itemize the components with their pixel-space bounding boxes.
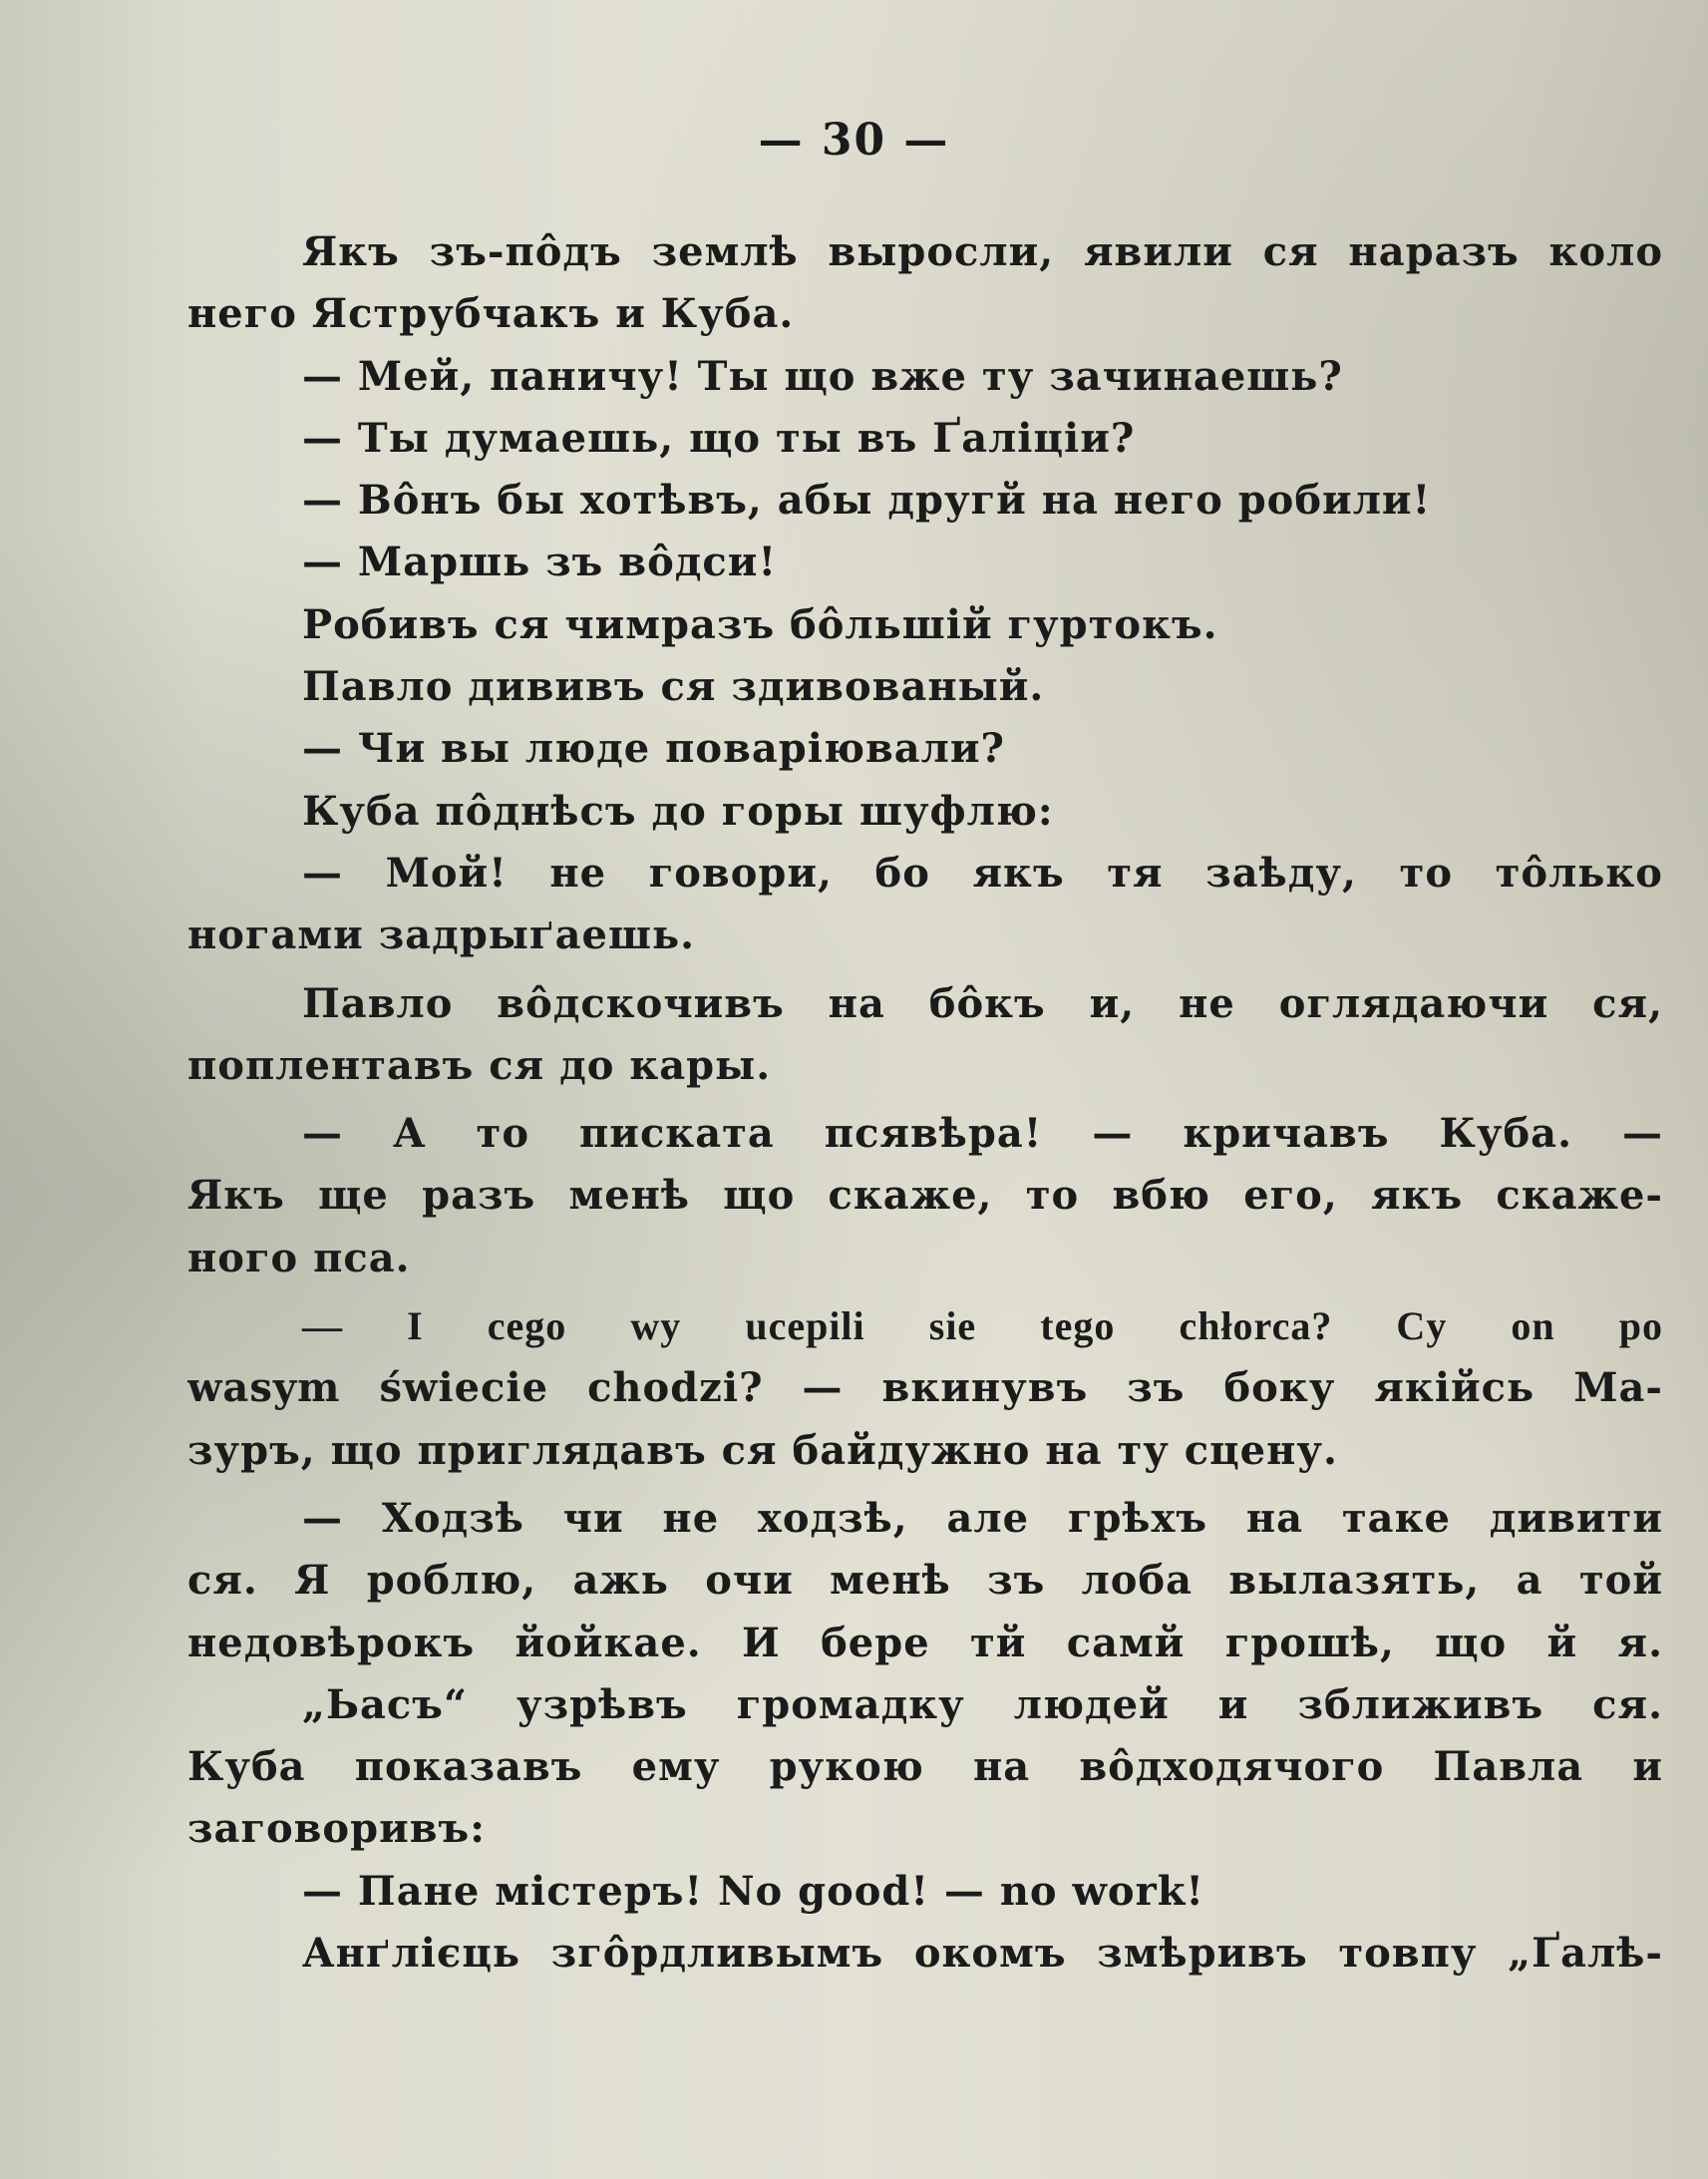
text-line: него Яструбчакъ и Куба. <box>187 290 795 338</box>
text-line: Якъ зъ-пôдъ землѣ выросли, явили ся наразъ коло <box>302 228 1663 275</box>
page-number: — 30 — <box>758 115 950 166</box>
text-line: wasym świecie chodzi? — вкинувъ зъ боку якійсь Ма- <box>187 1364 1663 1412</box>
text-line: — Мей, паничу! Ты що вже ту зачинаешь? <box>302 352 1343 400</box>
text-line: недовѣрокъ йойкае. И бере тй самй грошѣ, що й я. <box>187 1619 1663 1666</box>
text-line: Павло вôдскочивъ на бôкъ и, не оглядаючи ся, <box>302 979 1663 1027</box>
text-line: Якъ ще разъ менѣ що скаже, то вбю его, якъ скаже- <box>187 1172 1663 1220</box>
text-line: поплентавъ ся до кары. <box>187 1041 772 1089</box>
text-line: ного пса. <box>187 1234 411 1281</box>
text-line: ся. Я роблю, ажь очи менѣ зъ лоба вылазять, а той <box>187 1557 1663 1605</box>
text-line: — I cego wy ucepili sie tego chłorca? Cy on po <box>302 1303 1663 1349</box>
text-line: — Пане містеръ! No good! — no work! <box>302 1867 1204 1915</box>
text-line: Анґлієць згôрдливымъ окомъ змѣривъ товпу „Ґалѣ- <box>302 1930 1663 1978</box>
text-line: Павло дививъ ся здивованый. <box>302 663 1045 711</box>
text-line: — Вôнъ бы хотѣвъ, абы другй на него робили! <box>302 477 1432 525</box>
text-line: — Маршь зъ вôдси! <box>302 539 778 586</box>
text-line: ногами задрыґаешь. <box>187 911 696 959</box>
text-line: „Ьасъ“ узрѣвъ громадку людей и зближивъ ся. <box>302 1680 1663 1728</box>
text-line: Куба показавъ ему рукою на вôдходячого Павла и <box>187 1743 1663 1791</box>
text-line: — Ты думаешь, що ты въ Ґаліціи? <box>302 414 1136 462</box>
text-line: зуръ, що приглядавъ ся байдужно на ту сцену. <box>187 1426 1338 1474</box>
text-line: заговоривъ: <box>187 1805 486 1853</box>
text-line: — Ходзѣ чи не ходзѣ, але грѣхъ на таке дивити <box>302 1494 1663 1542</box>
text-line: — Чи вы люде поваріювали? <box>302 725 1005 773</box>
page-text <box>187 221 1663 1985</box>
text-line: — А то писката псявѣра! — кричавъ Куба. — <box>302 1110 1663 1158</box>
text-line: Куба пôднѣсъ до горы шуфлю: <box>302 787 1054 835</box>
text-line: Робивъ ся чимразъ бôльшій гуртокъ. <box>302 600 1218 648</box>
text-line: — Мой! не говори, бо якъ тя заѣду, то тôлько <box>302 849 1663 897</box>
